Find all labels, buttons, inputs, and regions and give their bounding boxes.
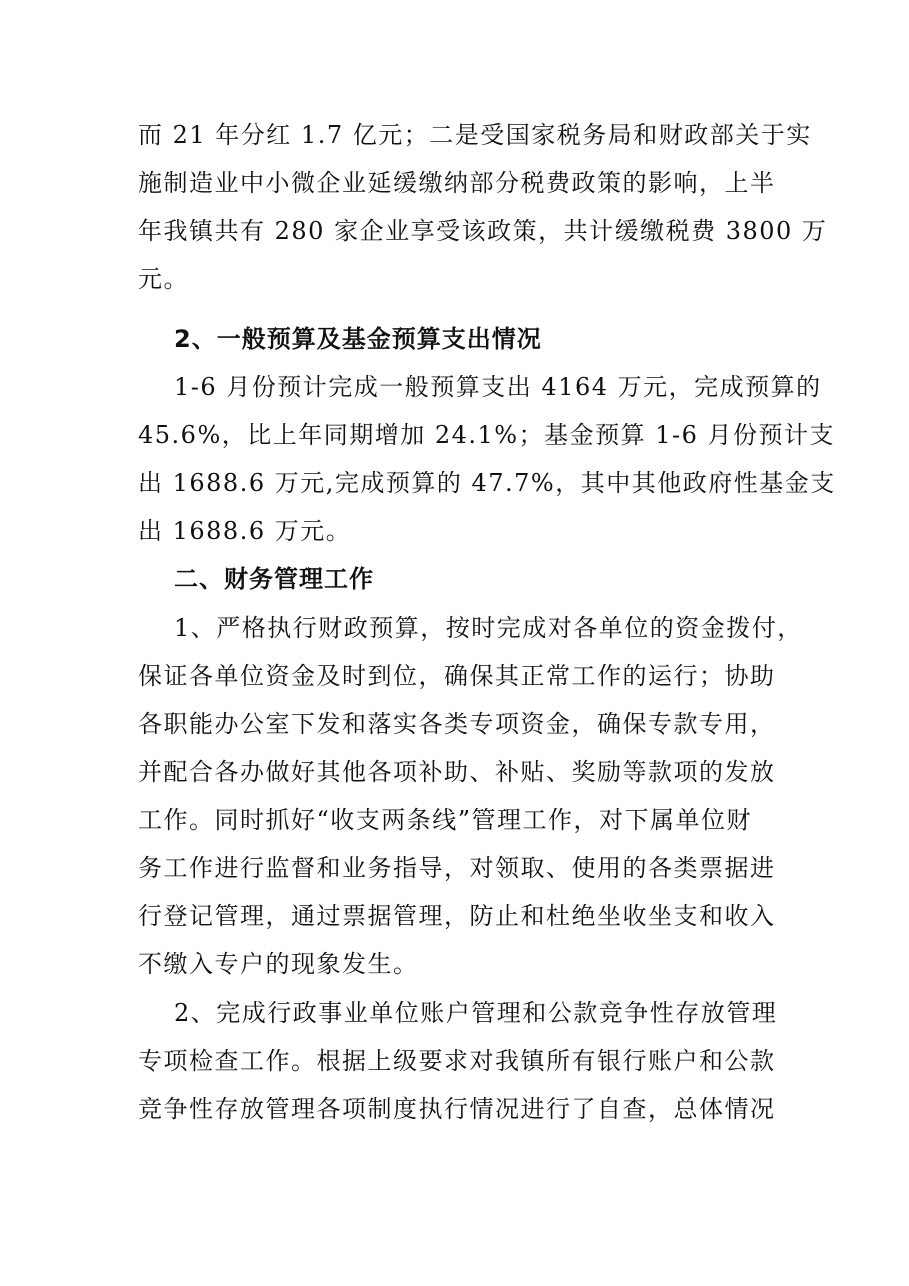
paragraph-line: 务工作进行监督和业务指导，对领取、使用的各类票据进: [138, 854, 776, 882]
paragraph-line: 元。: [138, 265, 189, 293]
paragraph-line: 各职能办公室下发和落实各类专项资金，确保专款专用，: [138, 710, 776, 738]
paragraph-line: 1-6 月份预计完成一般预算支出 4164 万元，完成预算的: [174, 373, 822, 401]
paragraph-line: 保证各单位资金及时到位，确保其正常工作的运行；协助: [138, 662, 776, 690]
paragraph-line: 45.6%，比上年同期增加 24.1%；基金预算 1-6 月份预计支: [138, 421, 836, 449]
section-heading: 2、一般预算及基金预算支出情况: [174, 325, 542, 353]
paragraph-line: 施制造业中小微企业延缓缴纳部分税费政策的影响，上半: [138, 169, 776, 197]
paragraph-line: 工作。同时抓好“收支两条线”管理工作，对下属单位财: [138, 806, 753, 834]
paragraph-line: 竞争性存放管理各项制度执行情况进行了自查，总体情况: [138, 1095, 776, 1123]
paragraph-line: 年我镇共有 280 家企业享受该政策，共计缓缴税费 3800 万: [138, 217, 828, 245]
paragraph-line: 不缴入专户的现象发生。: [138, 950, 419, 978]
paragraph-line: 1、严格执行财政预算，按时完成对各单位的资金拨付，: [174, 614, 803, 642]
paragraph-line: 行登记管理，通过票据管理，防止和杜绝坐收坐支和收入: [138, 902, 776, 930]
paragraph-line: 2、完成行政事业单位账户管理和公款竞争性存放管理: [174, 999, 778, 1027]
paragraph-line: 出 1688.6 万元。: [138, 517, 352, 545]
paragraph-line: 而 21 年分红 1.7 亿元；二是受国家税务局和财政部关于实: [138, 121, 812, 149]
paragraph-line: 专项检查工作。根据上级要求对我镇所有银行账户和公款: [138, 1047, 776, 1075]
paragraph-line: 并配合各办做好其他各项补助、补贴、奖励等款项的发放: [138, 758, 776, 786]
section-heading: 二、财务管理工作: [174, 565, 374, 593]
paragraph-line: 出 1688.6 万元,完成预算的 47.7%，其中其他政府性基金支: [138, 469, 836, 497]
